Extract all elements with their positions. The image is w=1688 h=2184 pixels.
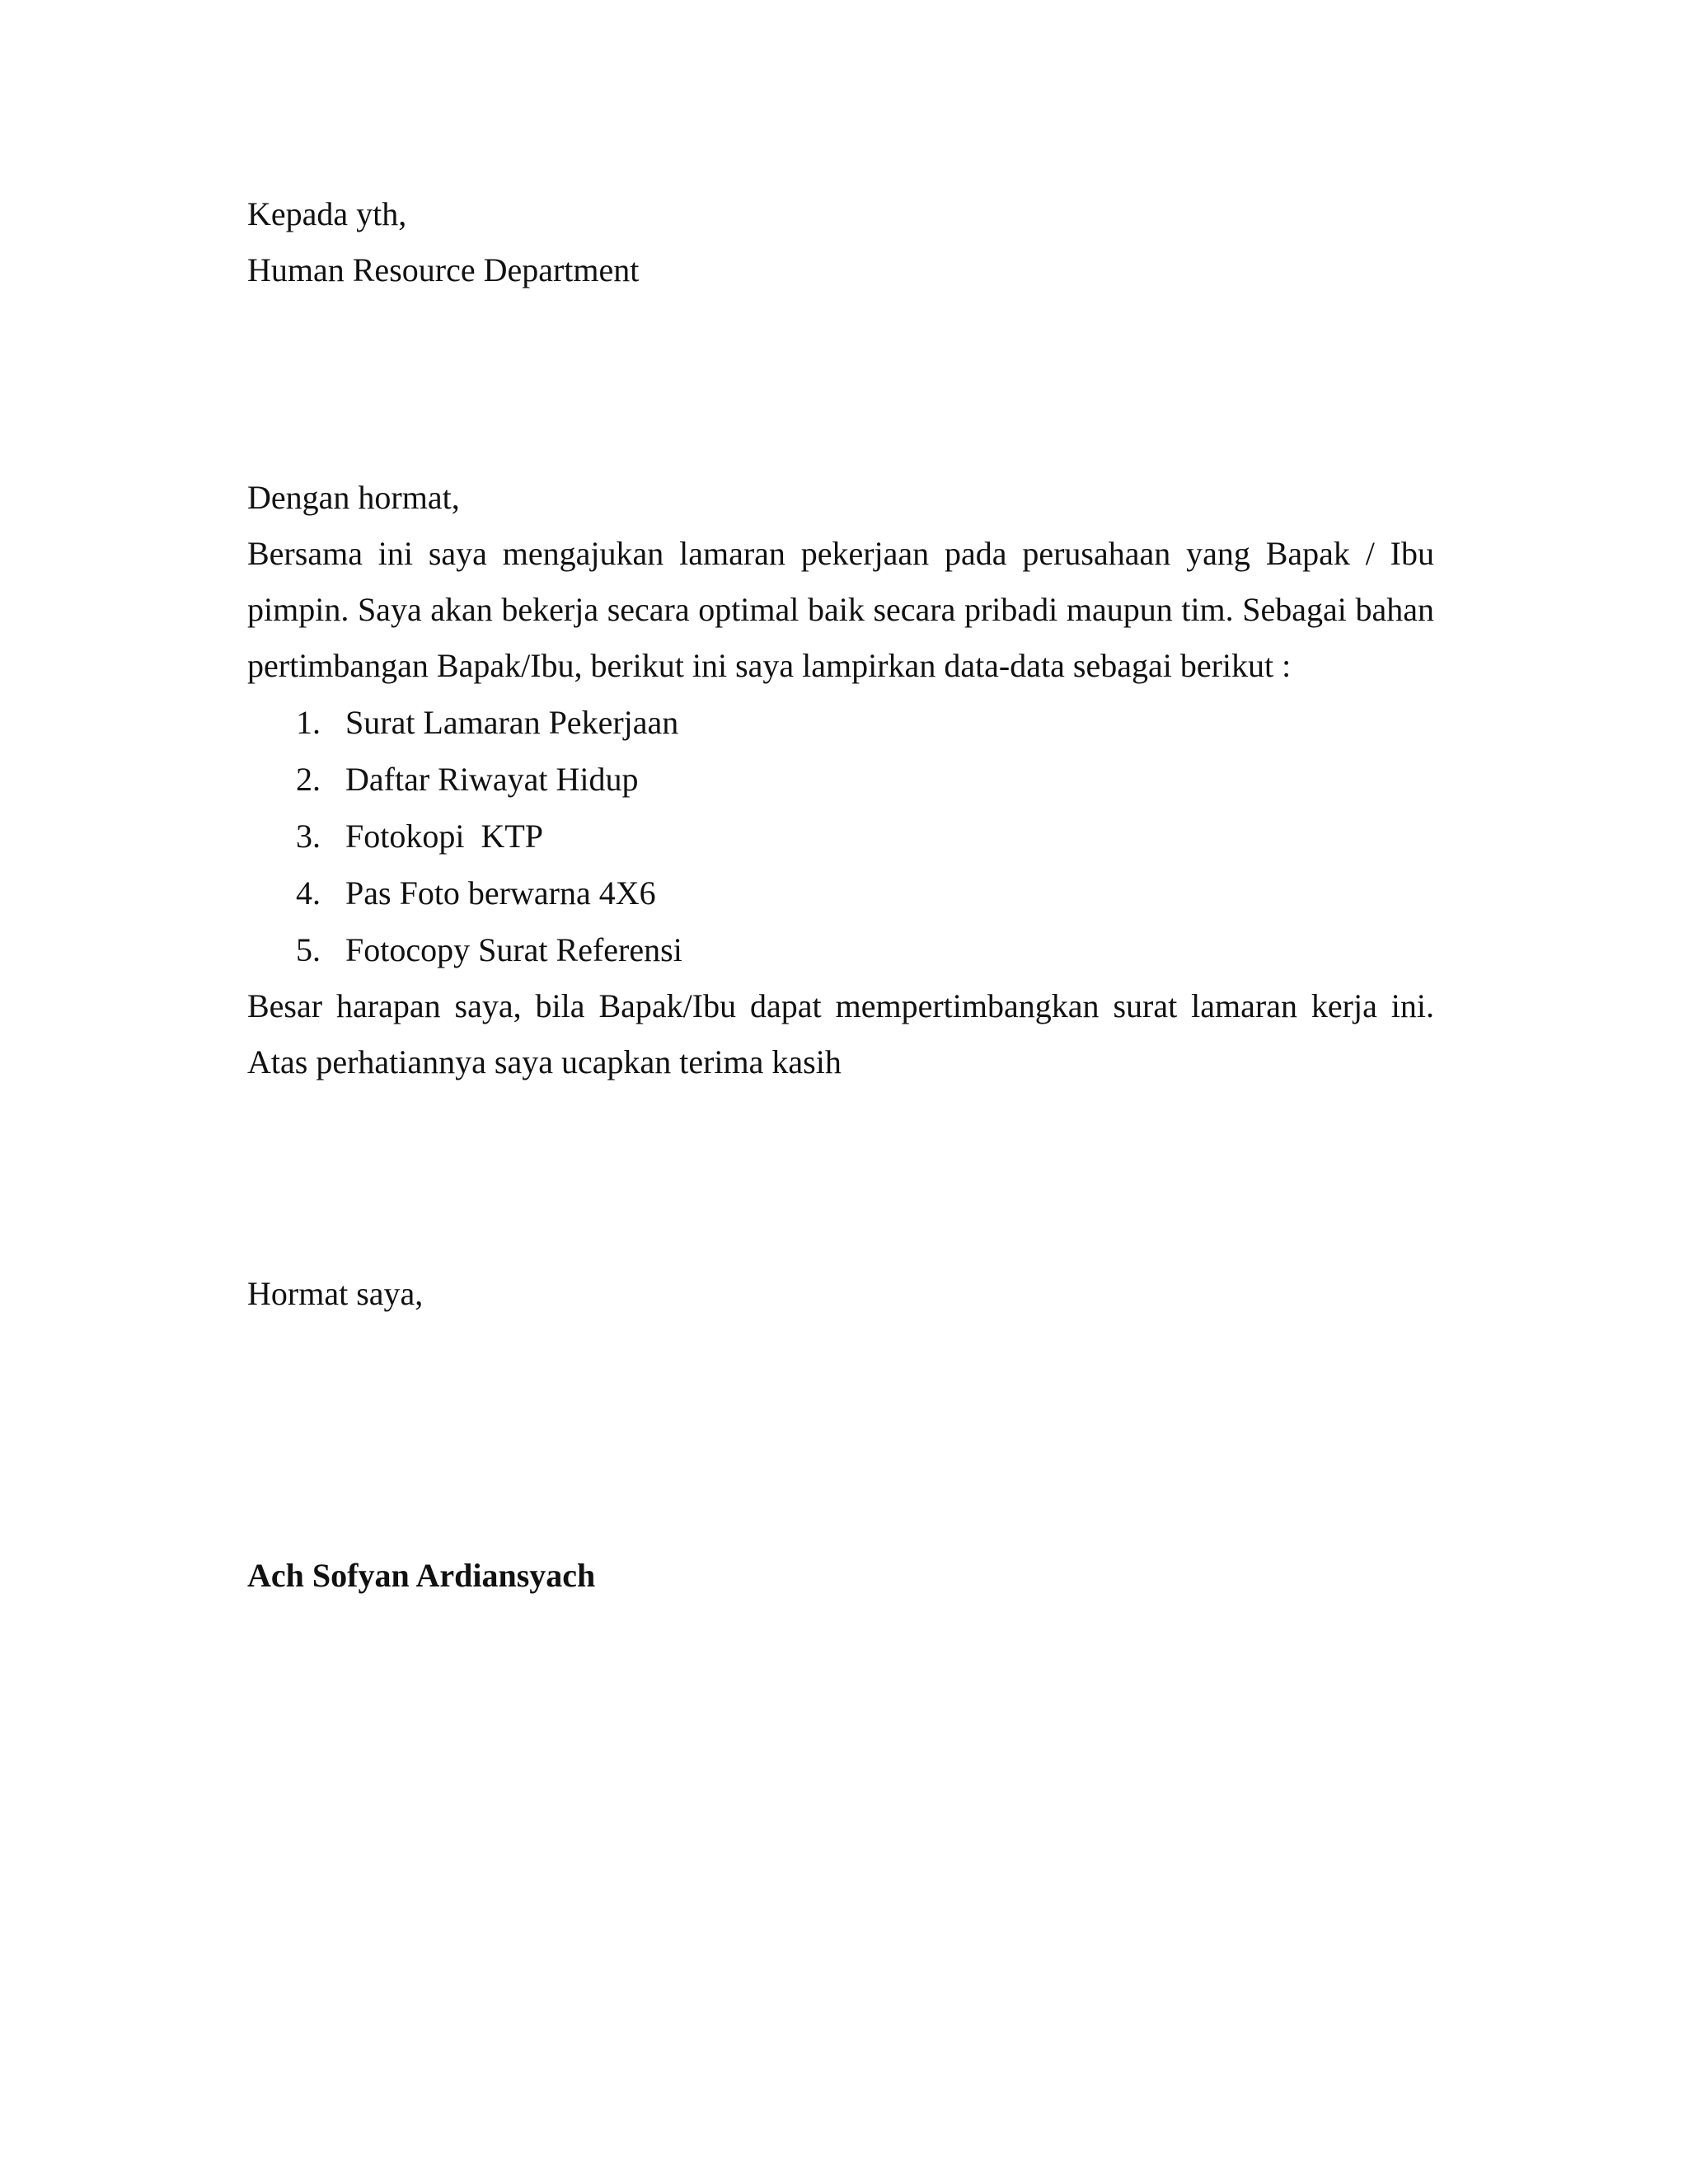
list-item-label: Pas Foto berwarna 4X6	[345, 874, 656, 912]
recipient-salutation: Kepada yth,	[247, 195, 407, 232]
list-item	[247, 694, 1434, 751]
intro-paragraph: Bersama ini saya mengajukan lamaran pekerjaan pada perusahaan yang Bapak / Ibu pimpin. Saya akan bekerja secara optimal baik secara pribadi maupun tim. Sebagai bahan pertimbangan Bapak/Ibu, berikut ini saya lampirkan data-data sebagai berikut :	[247, 535, 1434, 684]
list-item-label: Fotokopi KTP	[345, 818, 544, 855]
list-item-number: 4.	[296, 874, 321, 912]
list-item	[247, 865, 1434, 921]
list-item-label: Daftar Riwayat Hidup	[345, 761, 639, 798]
greeting: Dengan hormat,	[247, 479, 460, 516]
list-item-label: Surat Lamaran Pekerjaan	[345, 704, 679, 741]
list-item-number: 1.	[296, 704, 321, 741]
recipient-block	[247, 186, 1434, 298]
list-item-number: 5.	[296, 931, 321, 968]
list-item-number: 2.	[296, 761, 321, 798]
closing-block	[247, 1266, 1434, 1322]
list-item	[247, 751, 1434, 808]
list-item-label: Fotocopy Surat Referensi	[345, 931, 682, 968]
conclusion-paragraph: Besar harapan saya, bila Bapak/Ibu dapat mempertimbangkan surat lamaran kerja ini. Atas perhatiannya saya ucapkan terima kasih	[247, 987, 1434, 1080]
attachment-list	[247, 694, 1434, 978]
list-item	[247, 921, 1434, 978]
signer-name: Ach Sofyan Ardiansyach	[247, 1557, 596, 1594]
list-item-number: 3.	[296, 818, 321, 855]
signature-block	[247, 1548, 1434, 1604]
sign-off: Hormat saya,	[247, 1275, 424, 1312]
list-item	[247, 808, 1434, 865]
recipient-department: Human Resource Department	[247, 251, 640, 288]
letter-body	[247, 470, 1434, 1090]
